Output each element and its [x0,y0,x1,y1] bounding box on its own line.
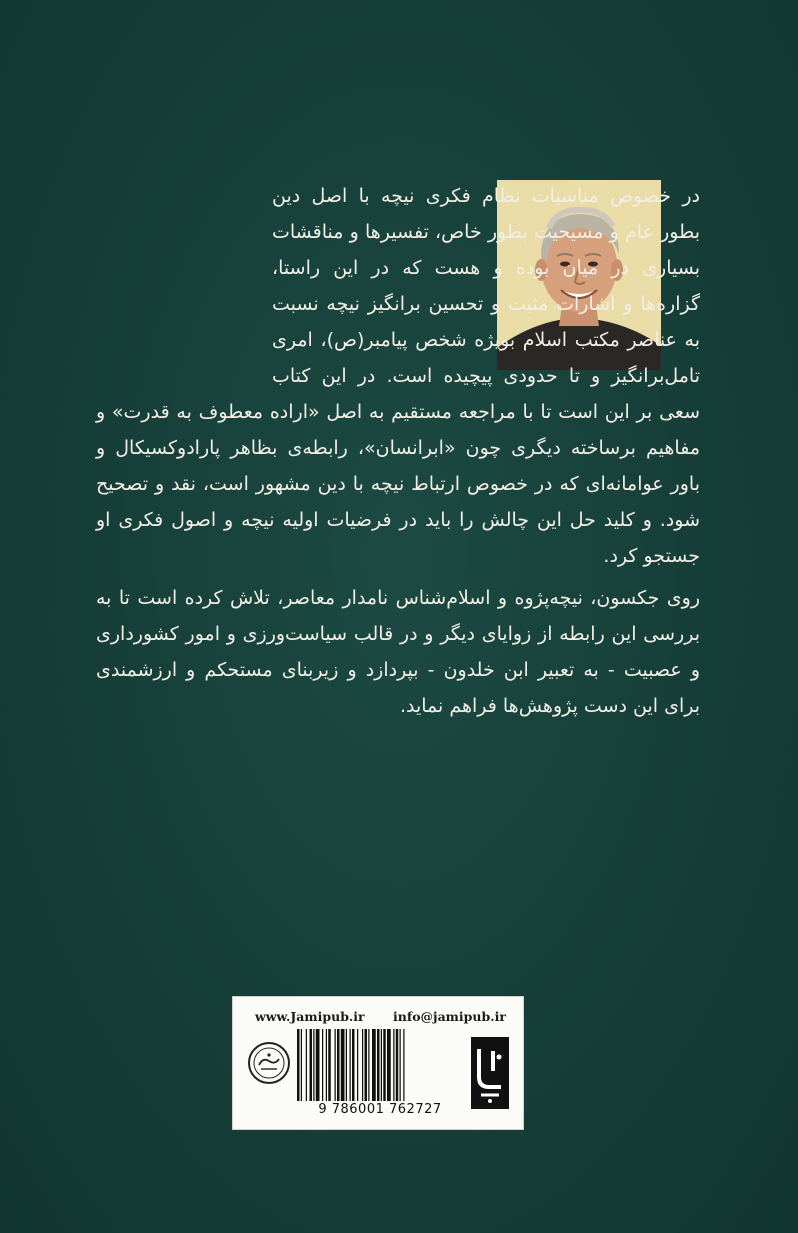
description-paragraph-2: روی جکسون، نیچه‌پژوه و اسلام‌شناس نامدار معاصر، تلاش کرده است تا به بررسی این رابطه از زوایای دیگر و در قالب سیاست‌ورزی و امور کشورداری و عصبیت - به تعبیر ابن خلدون - بپردازد و زیربنای مستحکم و ارزشمندی برای این دست پژوهش‌ها فراهم نماید. [96,587,700,717]
publisher-logo-icon [471,1037,509,1109]
back-cover-text [96,178,700,724]
email-address: info@jamipub.ir [393,1009,506,1024]
contact-row [233,1007,523,1027]
isbn-barcode [295,1029,465,1101]
description-paragraph-1: در خصوص مناسبات نظام فکری نیچه با اصل دین بطور عام و مسیحیت بطور خاص، تفسیرها و مناقشات بسیاری در میان بوده و هست که در این راستا، گزاره‌ها و اشارات مثبت و تحسین برانگیز نیچه نسبت به عناصر مکتب اسلام بویژه شخص پیامبر(ص)، امری تامل‌برانگیز و تا حدودی پیچیده است. در این کتاب سعی بر این است تا با مراجعه مستقیم به اصل «اراده معطوف به قدرت» و مفاهیم برساخته دیگری چون «ابرانسان»، رابطه‌ی بظاهر پارادوکسیکال و باور عوامانه‌ای که در خصوص ارتباط نیچه با دین مشهور است، نقد و تصحیح شود. و کلید حل این چالش را باید در فرضیات اولیه نیچه و اصول فکری او جستجو کرد. [96,185,700,567]
publisher-seal-icon [247,1041,291,1085]
isbn-number: 9 786001 762727 [318,1102,442,1117]
barcode-panel [232,996,524,1130]
website-url: www.Jamipub.ir [255,1009,365,1024]
